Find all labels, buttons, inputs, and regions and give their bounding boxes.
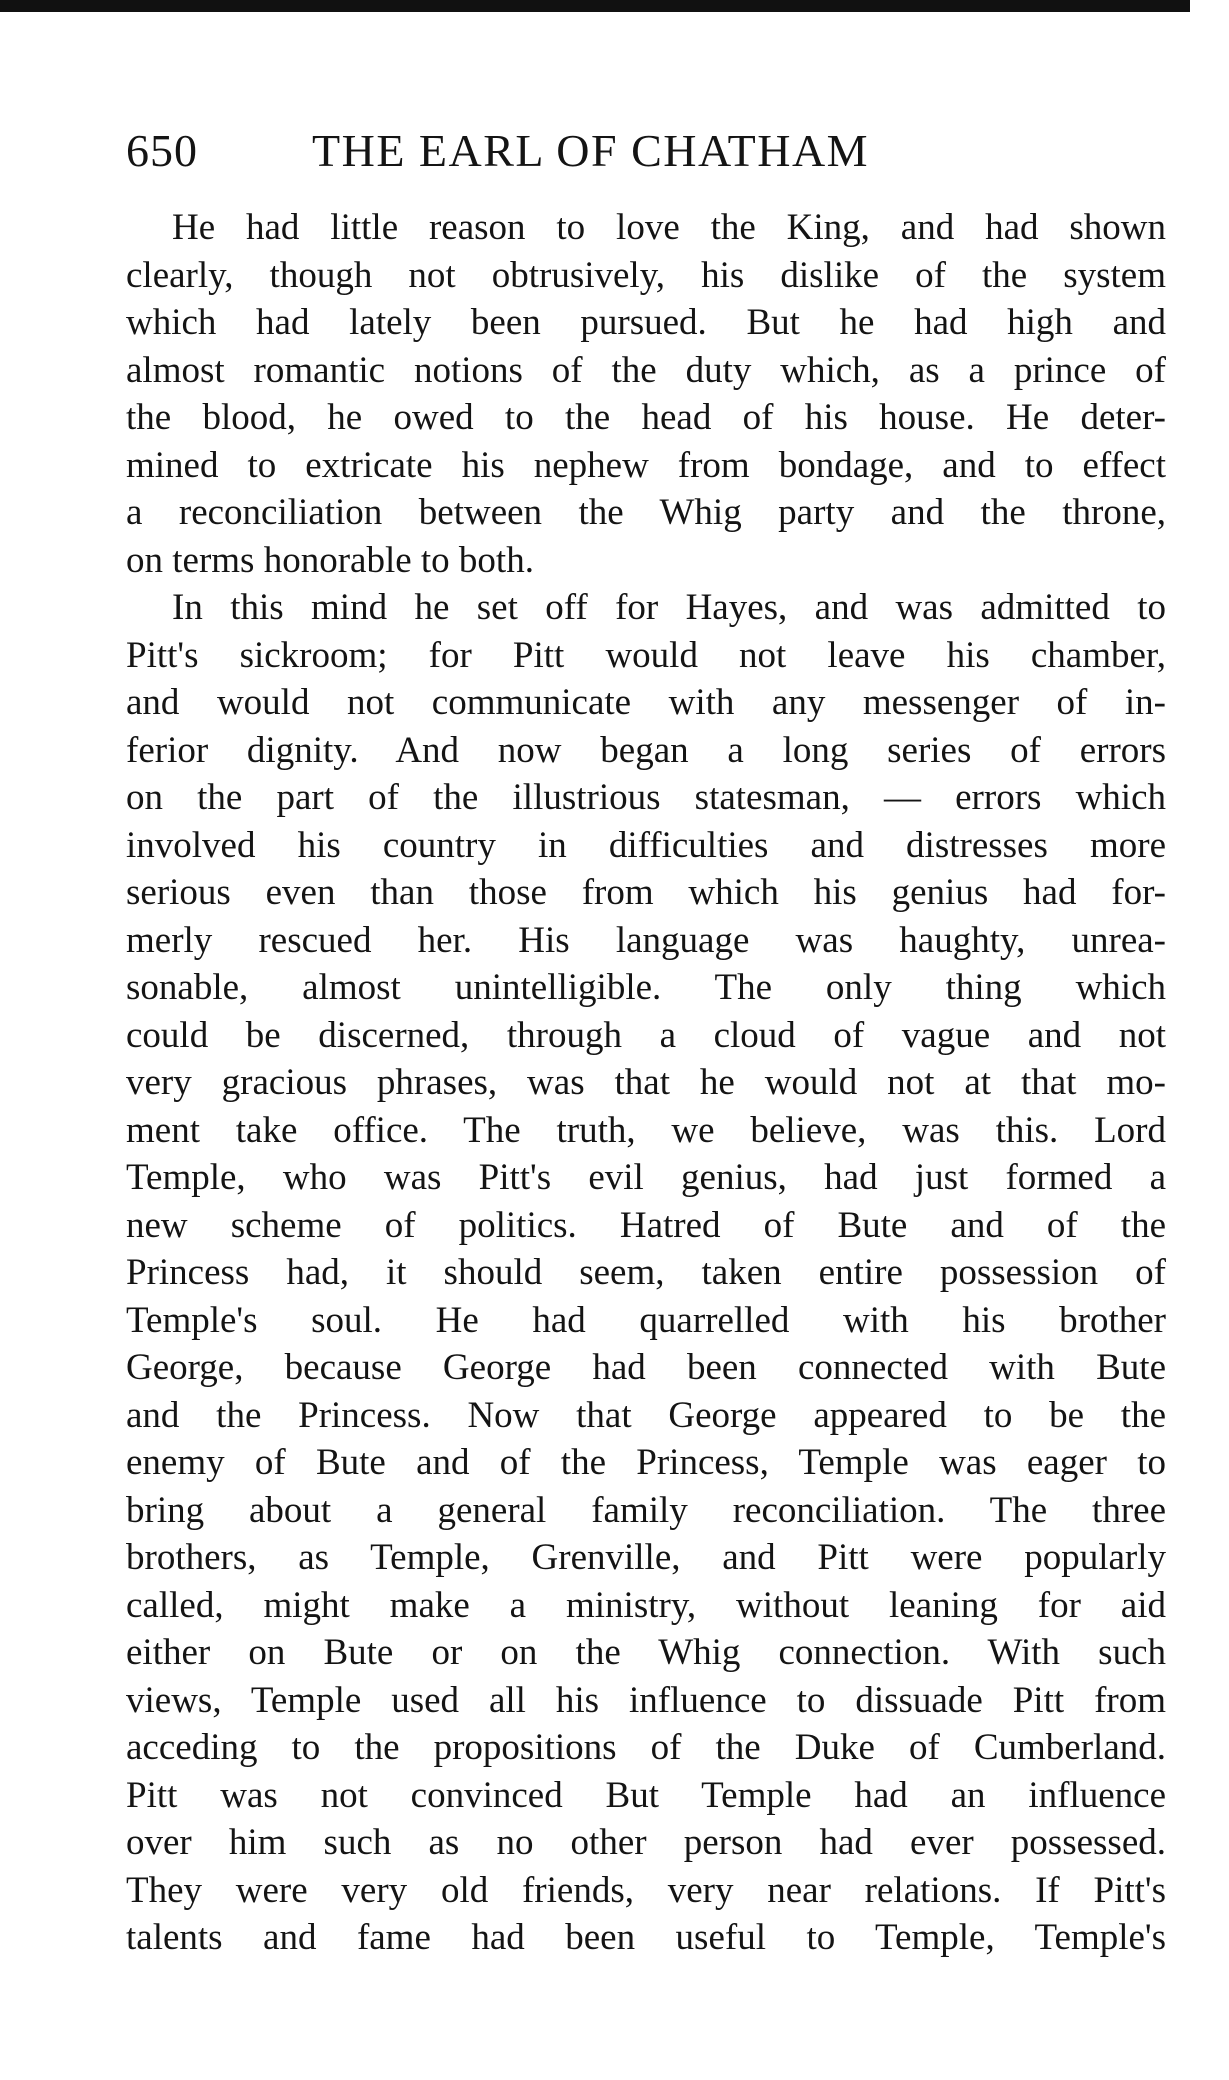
page-number: 650 [126,125,198,176]
text-line: George, because George had been connected with Bute [126,1347,1166,1388]
text-line: merly rescued her. His language was haughty, unrea- [126,919,1166,961]
text-line: on the part of the illustrious statesman, — errors which [126,777,1166,818]
body-text [126,204,1166,1962]
text-line: bring about a general family reconciliation. The three [126,1489,1166,1531]
text-line: a reconciliation between the Whig party and the throne, [126,492,1166,533]
running-head [126,118,1026,188]
text-line: Temple's soul. He had quarrelled with his brother [126,1299,1166,1341]
text-line: new scheme of politics. Hatred of Bute and of the [126,1204,1166,1246]
top-rule [0,0,1190,12]
text-line: ferior dignity. And now began a long series of errors [126,729,1166,771]
paragraph-2 [126,584,1166,1962]
text-line: acceding to the propositions of the Duke of Cumberland. [126,1727,1166,1768]
text-line: very gracious phrases, was that he would not at that mo- [126,1062,1166,1103]
text-line: Temple, who was Pitt's evil genius, had just formed a [126,1157,1166,1198]
text-line: which had lately been pursued. But he had high and [126,302,1166,343]
text-line: sonable, almost unintelligible. The only thing which [126,967,1166,1008]
text-line: ment take office. The truth, we believe, was this. Lord [126,1109,1166,1151]
text-line: and would not communicate with any messenger of in- [126,682,1166,723]
text-line: serious even than those from which his genius had for- [126,872,1166,913]
text-line: almost romantic notions of the duty which, as a prince of [126,349,1166,391]
text-line: mined to extricate his nephew from bondage, and to effect [126,444,1166,486]
text-line: They were very old friends, very near relations. If Pitt's [126,1869,1166,1911]
text-line: the blood, he owed to the head of his house. He deter- [126,397,1166,438]
text-line: views, Temple used all his influence to dissuade Pitt from [126,1679,1166,1721]
text-line: brothers, as Temple, Grenville, and Pitt were popularly [126,1537,1166,1578]
text-line: Princess had, it should seem, taken entire possession of [126,1252,1166,1293]
paragraph-1 [126,204,1166,584]
text-line: Pitt's sickroom; for Pitt would not leave his chamber, [126,634,1166,676]
text-line: could be discerned, through a cloud of vague and not [126,1014,1166,1056]
text-line: over him such as no other person had ever possessed. [126,1822,1166,1863]
text-line: clearly, though not obtrusively, his dislike of the system [126,254,1166,296]
text-line: involved his country in difficulties and distresses more [126,824,1166,866]
running-title: THE EARL OF CHATHAM [312,125,870,176]
text-line: He had little reason to love the King, and had shown [172,207,1166,248]
text-line: on terms honorable to both. [126,539,534,581]
text-line: In this mind he set off for Hayes, and was admitted to [172,587,1166,628]
text-line: talents and fame had been useful to Temple, Temple's [126,1917,1166,1958]
text-line: and the Princess. Now that George appeared to be the [126,1394,1166,1436]
text-line: either on Bute or on the Whig connection. With such [126,1632,1166,1673]
text-line: called, might make a ministry, without leaning for aid [126,1584,1166,1626]
text-line: Pitt was not convinced But Temple had an influence [126,1774,1166,1816]
text-line: enemy of Bute and of the Princess, Temple was eager to [126,1442,1166,1483]
